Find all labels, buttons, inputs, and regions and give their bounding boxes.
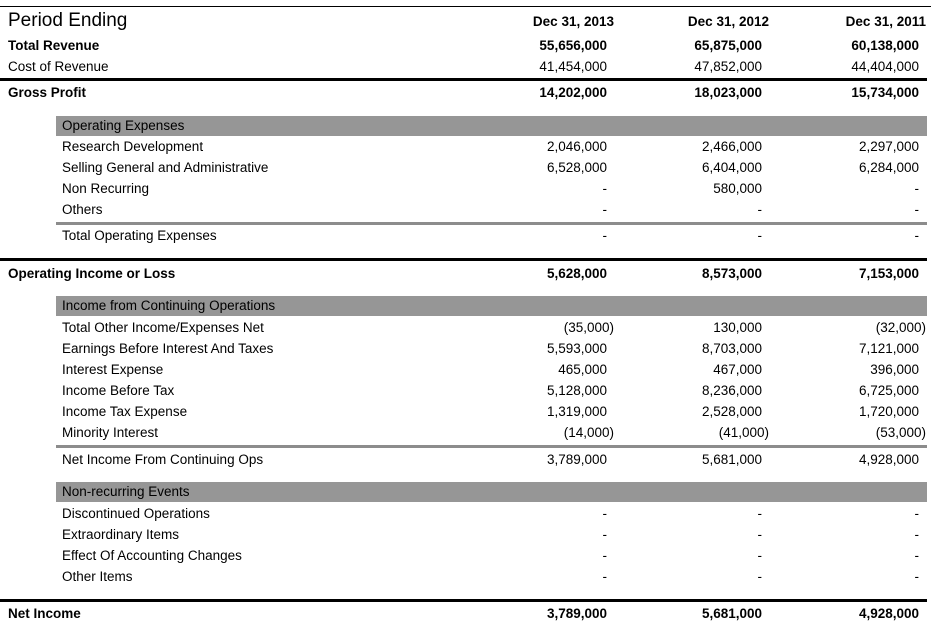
row-value-2013: 5,628,000 bbox=[546, 266, 607, 281]
row-value-2011: 6,284,000 bbox=[858, 160, 919, 175]
section-label: Operating Expenses bbox=[62, 118, 185, 133]
divider-net-income bbox=[0, 599, 927, 602]
row-label: Effect Of Accounting Changes bbox=[62, 548, 242, 563]
row-value-2013: 41,454,000 bbox=[539, 59, 607, 74]
row-value-2012: 8,573,000 bbox=[701, 266, 762, 281]
row-value-2011: 44,404,000 bbox=[851, 59, 919, 74]
row-value-2012: 6,404,000 bbox=[701, 160, 762, 175]
table-row bbox=[0, 136, 941, 157]
period-header-2011: Dec 31, 2011 bbox=[845, 14, 926, 29]
row-value-2013: 5,128,000 bbox=[546, 383, 607, 398]
row-value-2013: (14,000) bbox=[563, 425, 614, 440]
period-header-2012: Dec 31, 2012 bbox=[687, 14, 769, 29]
row-label: Selling General and Administrative bbox=[62, 160, 269, 175]
row-label: Discontinued Operations bbox=[62, 506, 210, 521]
period-header-2013: Dec 31, 2013 bbox=[532, 14, 614, 29]
row-value-2012: 5,681,000 bbox=[701, 452, 762, 467]
row-value-2012: 5,681,000 bbox=[701, 606, 762, 621]
row-value-2011: - bbox=[914, 202, 919, 217]
section-label: Income from Continuing Operations bbox=[62, 298, 276, 313]
row-value-2012: 65,875,000 bbox=[694, 38, 762, 53]
row-value-2012: - bbox=[757, 506, 762, 521]
divider-operating-income bbox=[0, 258, 927, 261]
row-value-2013: 2,046,000 bbox=[546, 139, 607, 154]
table-row-total-operating-expenses bbox=[0, 225, 941, 246]
table-row bbox=[0, 503, 941, 524]
divider-net-income-continuing bbox=[56, 445, 927, 448]
row-value-2012: 130,000 bbox=[713, 320, 762, 335]
row-label: Total Operating Expenses bbox=[62, 228, 217, 243]
row-value-2013: (35,000) bbox=[563, 320, 614, 335]
table-row-net-income-continuing-ops bbox=[0, 449, 941, 470]
row-value-2013: - bbox=[602, 527, 607, 542]
row-value-2011: 15,734,000 bbox=[851, 85, 919, 100]
row-value-2011: 396,000 bbox=[870, 362, 919, 377]
row-value-2013: - bbox=[602, 228, 607, 243]
row-value-2012: 2,466,000 bbox=[701, 139, 762, 154]
table-row bbox=[0, 338, 941, 359]
row-label: Total Other Income/Expenses Net bbox=[62, 320, 264, 335]
row-label: Total Revenue bbox=[8, 38, 100, 53]
row-value-2011: 4,928,000 bbox=[858, 606, 919, 621]
row-value-2011: 4,928,000 bbox=[858, 452, 919, 467]
row-value-2011: - bbox=[914, 181, 919, 196]
row-label: Extraordinary Items bbox=[62, 527, 180, 542]
row-value-2013: - bbox=[602, 506, 607, 521]
row-value-2012: 2,528,000 bbox=[701, 404, 762, 419]
row-label: Other Items bbox=[62, 569, 133, 584]
row-value-2012: - bbox=[757, 527, 762, 542]
row-value-2013: - bbox=[602, 181, 607, 196]
row-value-2011: (32,000) bbox=[875, 320, 926, 335]
row-value-2012: 18,023,000 bbox=[694, 85, 762, 100]
row-label: Income Before Tax bbox=[62, 383, 175, 398]
row-value-2013: 465,000 bbox=[558, 362, 607, 377]
row-value-2013: 6,528,000 bbox=[546, 160, 607, 175]
table-row bbox=[0, 422, 941, 443]
row-value-2011: - bbox=[914, 569, 919, 584]
row-label: Gross Profit bbox=[8, 85, 87, 100]
row-label: Minority Interest bbox=[62, 425, 159, 440]
table-row bbox=[0, 359, 941, 380]
row-value-2013: - bbox=[602, 569, 607, 584]
table-row-operating-income bbox=[0, 263, 941, 284]
row-value-2011: - bbox=[914, 506, 919, 521]
row-value-2011: - bbox=[914, 548, 919, 563]
row-value-2013: - bbox=[602, 202, 607, 217]
row-value-2011: 7,121,000 bbox=[858, 341, 919, 356]
row-value-2011: 7,153,000 bbox=[858, 266, 919, 281]
row-value-2012: (41,000) bbox=[718, 425, 769, 440]
table-row bbox=[0, 401, 941, 422]
row-value-2011: - bbox=[914, 527, 919, 542]
row-label: Net Income bbox=[8, 606, 81, 621]
row-label: Cost of Revenue bbox=[8, 59, 109, 74]
row-value-2012: - bbox=[757, 228, 762, 243]
top-border bbox=[0, 6, 931, 7]
table-row bbox=[0, 545, 941, 566]
row-value-2012: 8,236,000 bbox=[701, 383, 762, 398]
table-row bbox=[0, 524, 941, 545]
row-label: Net Income From Continuing Ops bbox=[62, 452, 264, 467]
row-label: Non Recurring bbox=[62, 181, 150, 196]
section-header-non-recurring-events bbox=[56, 482, 927, 502]
row-value-2012: - bbox=[757, 569, 762, 584]
row-label: Earnings Before Interest And Taxes bbox=[62, 341, 274, 356]
row-value-2011: 6,725,000 bbox=[858, 383, 919, 398]
table-row-gross-profit bbox=[0, 82, 941, 103]
row-value-2011: 2,297,000 bbox=[858, 139, 919, 154]
table-row bbox=[0, 317, 941, 338]
row-value-2012: 47,852,000 bbox=[694, 59, 762, 74]
section-header-continuing-operations bbox=[56, 296, 927, 316]
row-value-2012: 580,000 bbox=[713, 181, 762, 196]
table-row bbox=[0, 380, 941, 401]
row-label: Research Development bbox=[62, 139, 204, 154]
row-label: Income Tax Expense bbox=[62, 404, 188, 419]
table-row-net-income bbox=[0, 603, 941, 624]
row-value-2012: 467,000 bbox=[713, 362, 762, 377]
row-value-2011: - bbox=[914, 228, 919, 243]
section-header-operating-expenses bbox=[56, 116, 927, 136]
table-row bbox=[0, 566, 941, 587]
table-row bbox=[0, 178, 941, 199]
row-value-2012: - bbox=[757, 548, 762, 563]
row-label: Operating Income or Loss bbox=[8, 266, 176, 281]
section-label: Non-recurring Events bbox=[62, 484, 190, 499]
table-row bbox=[0, 157, 941, 178]
table-row bbox=[0, 199, 941, 220]
row-value-2013: 3,789,000 bbox=[546, 606, 607, 621]
row-value-2013: - bbox=[602, 548, 607, 563]
row-value-2011: (53,000) bbox=[875, 425, 926, 440]
row-label: Interest Expense bbox=[62, 362, 164, 377]
table-row-cost-of-revenue bbox=[0, 56, 941, 77]
row-value-2011: 1,720,000 bbox=[858, 404, 919, 419]
row-value-2013: 3,789,000 bbox=[546, 452, 607, 467]
period-ending-title: Period Ending bbox=[8, 10, 128, 31]
row-label: Others bbox=[62, 202, 103, 217]
row-value-2013: 1,319,000 bbox=[546, 404, 607, 419]
row-value-2011: 60,138,000 bbox=[851, 38, 919, 53]
row-value-2013: 14,202,000 bbox=[539, 85, 607, 100]
divider-gross-profit bbox=[0, 78, 927, 81]
row-value-2012: - bbox=[757, 202, 762, 217]
row-value-2013: 55,656,000 bbox=[539, 38, 607, 53]
row-value-2013: 5,593,000 bbox=[546, 341, 607, 356]
table-row-total-revenue bbox=[0, 35, 941, 56]
row-value-2012: 8,703,000 bbox=[701, 341, 762, 356]
